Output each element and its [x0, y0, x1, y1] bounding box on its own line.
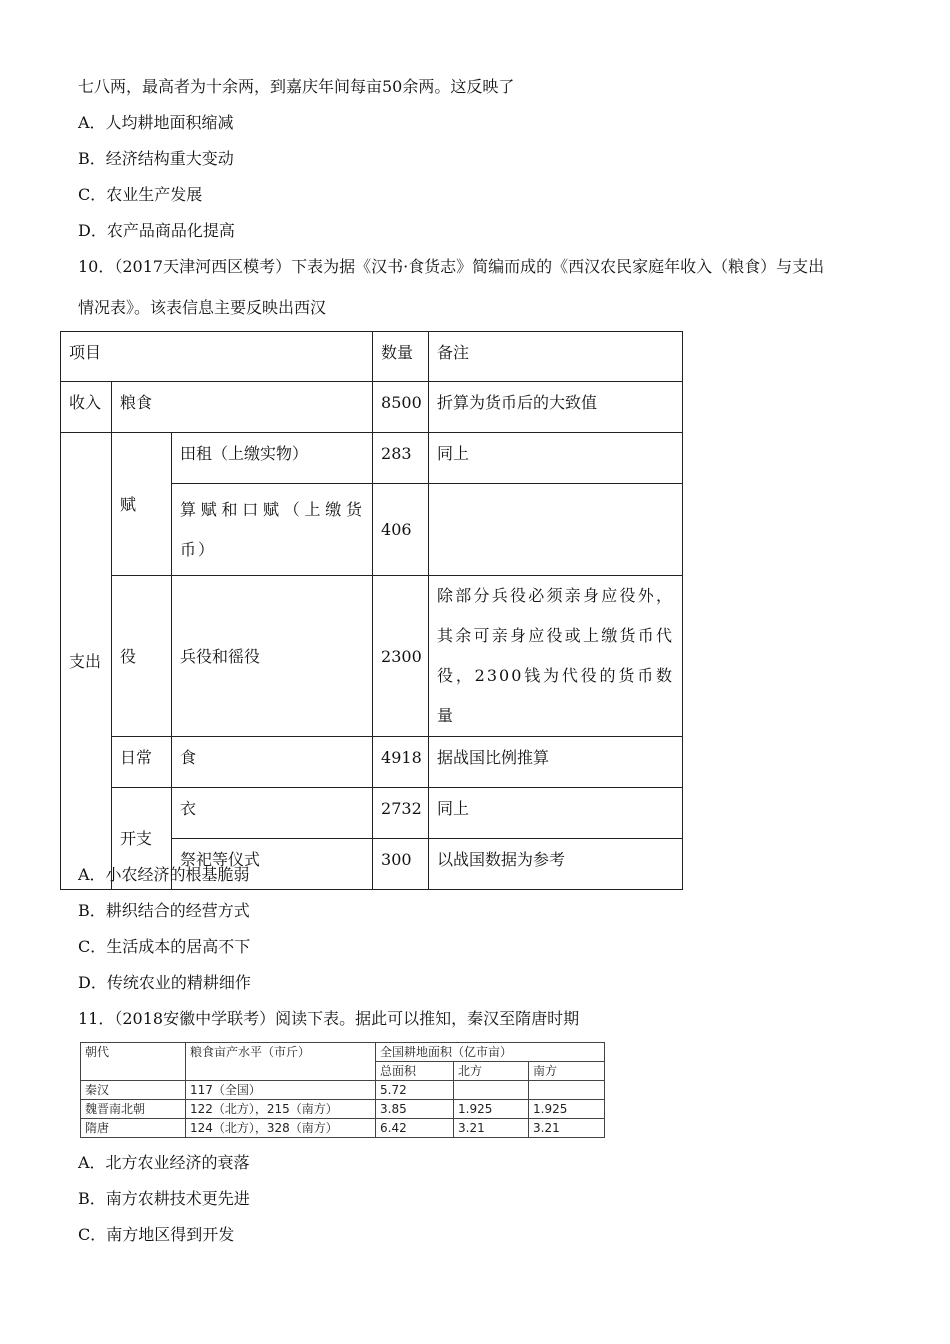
row-total: 3.85 [376, 1100, 454, 1119]
table-row-yi [61, 576, 683, 737]
food-note: 据战国比例推算 [429, 737, 683, 788]
q9-option-c: C．农业生产发展 [78, 185, 203, 204]
row-south: 1.925 [529, 1100, 605, 1119]
q10-stem-line1: 10．（2017天津河西区模考）下表为据《汉书·食货志》简编而成的《西汉农民家庭年收入（粮食）与支出 [78, 257, 825, 276]
daily-label-1: 日常 [112, 737, 172, 788]
tianzu-amount: 283 [373, 433, 429, 484]
ritual-item: 祭祀等仪式 [172, 839, 373, 890]
header-amount: 数量 [373, 332, 429, 382]
row-dynasty: 隋唐 [81, 1119, 186, 1138]
row-north [454, 1081, 529, 1100]
q9-option-b: B．经济结构重大变动 [78, 149, 234, 168]
table-row-food [61, 737, 683, 788]
income-label: 收入 [61, 382, 112, 433]
q11-option-c: C．南方地区得到开发 [78, 1225, 235, 1244]
yi-amount: 2300 [373, 576, 429, 737]
q11-stem: 11．（2018安徽中学联考）阅读下表。据此可以推知，秦汉至隋唐时期 [78, 1009, 580, 1028]
yi-label: 役 [112, 576, 172, 737]
yi-note: 除部分兵役必须亲身应役外，其余可亲身应役或上缴货币代役，2300钱为代役的货币数量 [429, 576, 683, 737]
income-note: 折算为货币后的大致值 [429, 382, 683, 433]
row-south: 3.21 [529, 1119, 605, 1138]
table-row-header [61, 332, 683, 382]
clothing-note: 同上 [429, 788, 683, 839]
q9-stem-tail: 七八两，最高者为十余两，到嘉庆年间每亩50余两。这反映了 [78, 77, 515, 96]
row-south [529, 1081, 605, 1100]
suanfu-item: 算赋和口赋（上缴货币） [172, 484, 373, 576]
h-dynasty: 朝代 [81, 1043, 186, 1081]
h-area: 全国耕地面积（亿市亩） [376, 1043, 605, 1062]
row-total: 6.42 [376, 1119, 454, 1138]
table-row [81, 1081, 605, 1100]
row-yield: 122（北方），215（南方） [186, 1100, 376, 1119]
fu-label: 赋 [112, 433, 172, 576]
table-row-header-1 [81, 1043, 605, 1062]
suanfu-amount: 406 [373, 484, 429, 576]
food-amount: 4918 [373, 737, 429, 788]
row-north: 1.925 [454, 1100, 529, 1119]
ritual-amount: 300 [373, 839, 429, 890]
tianzu-item: 田租（上缴实物） [172, 433, 373, 484]
q10-option-a: A．小农经济的根基脆弱 [78, 865, 250, 884]
tianzu-note: 同上 [429, 433, 683, 484]
table-row-clothing [61, 788, 683, 839]
q11-table [80, 1042, 605, 1138]
h-south: 南方 [529, 1062, 605, 1081]
row-total: 5.72 [376, 1081, 454, 1100]
food-item: 食 [172, 737, 373, 788]
q9-option-d: D．农产品商品化提高 [78, 221, 235, 240]
q11-option-a: A．北方农业经济的衰落 [78, 1153, 250, 1172]
row-yield: 117（全国） [186, 1081, 376, 1100]
income-amount: 8500 [373, 382, 429, 433]
ritual-note: 以战国数据为参考 [429, 839, 683, 890]
h-north: 北方 [454, 1062, 529, 1081]
row-dynasty: 魏晋南北朝 [81, 1100, 186, 1119]
q10-stem-line2: 情况表》。该表信息主要反映出西汉 [78, 298, 327, 317]
q10-table [60, 331, 683, 890]
q10-option-d: D．传统农业的精耕细作 [78, 973, 251, 992]
suanfu-note [429, 484, 683, 576]
q10-option-c: C．生活成本的居高不下 [78, 937, 251, 956]
table-row [81, 1100, 605, 1119]
q9-option-a: A．人均耕地面积缩减 [78, 113, 234, 132]
table-row [81, 1119, 605, 1138]
q10-option-b: B．耕织结合的经营方式 [78, 901, 250, 920]
header-item: 项目 [61, 332, 373, 382]
h-yield: 粮食亩产水平（市斤） [186, 1043, 376, 1081]
clothing-item: 衣 [172, 788, 373, 839]
row-north: 3.21 [454, 1119, 529, 1138]
income-item: 粮食 [112, 382, 373, 433]
header-note: 备注 [429, 332, 683, 382]
daily-label-2: 开支 [112, 788, 172, 890]
h-total: 总面积 [376, 1062, 454, 1081]
q11-option-b: B．南方农耕技术更先进 [78, 1189, 250, 1208]
table-row-income [61, 382, 683, 433]
expense-label: 支出 [61, 433, 112, 890]
yi-item: 兵役和徭役 [172, 576, 373, 737]
clothing-amount: 2732 [373, 788, 429, 839]
row-dynasty: 秦汉 [81, 1081, 186, 1100]
row-yield: 124（北方），328（南方） [186, 1119, 376, 1138]
table-row-tianzu [61, 433, 683, 484]
